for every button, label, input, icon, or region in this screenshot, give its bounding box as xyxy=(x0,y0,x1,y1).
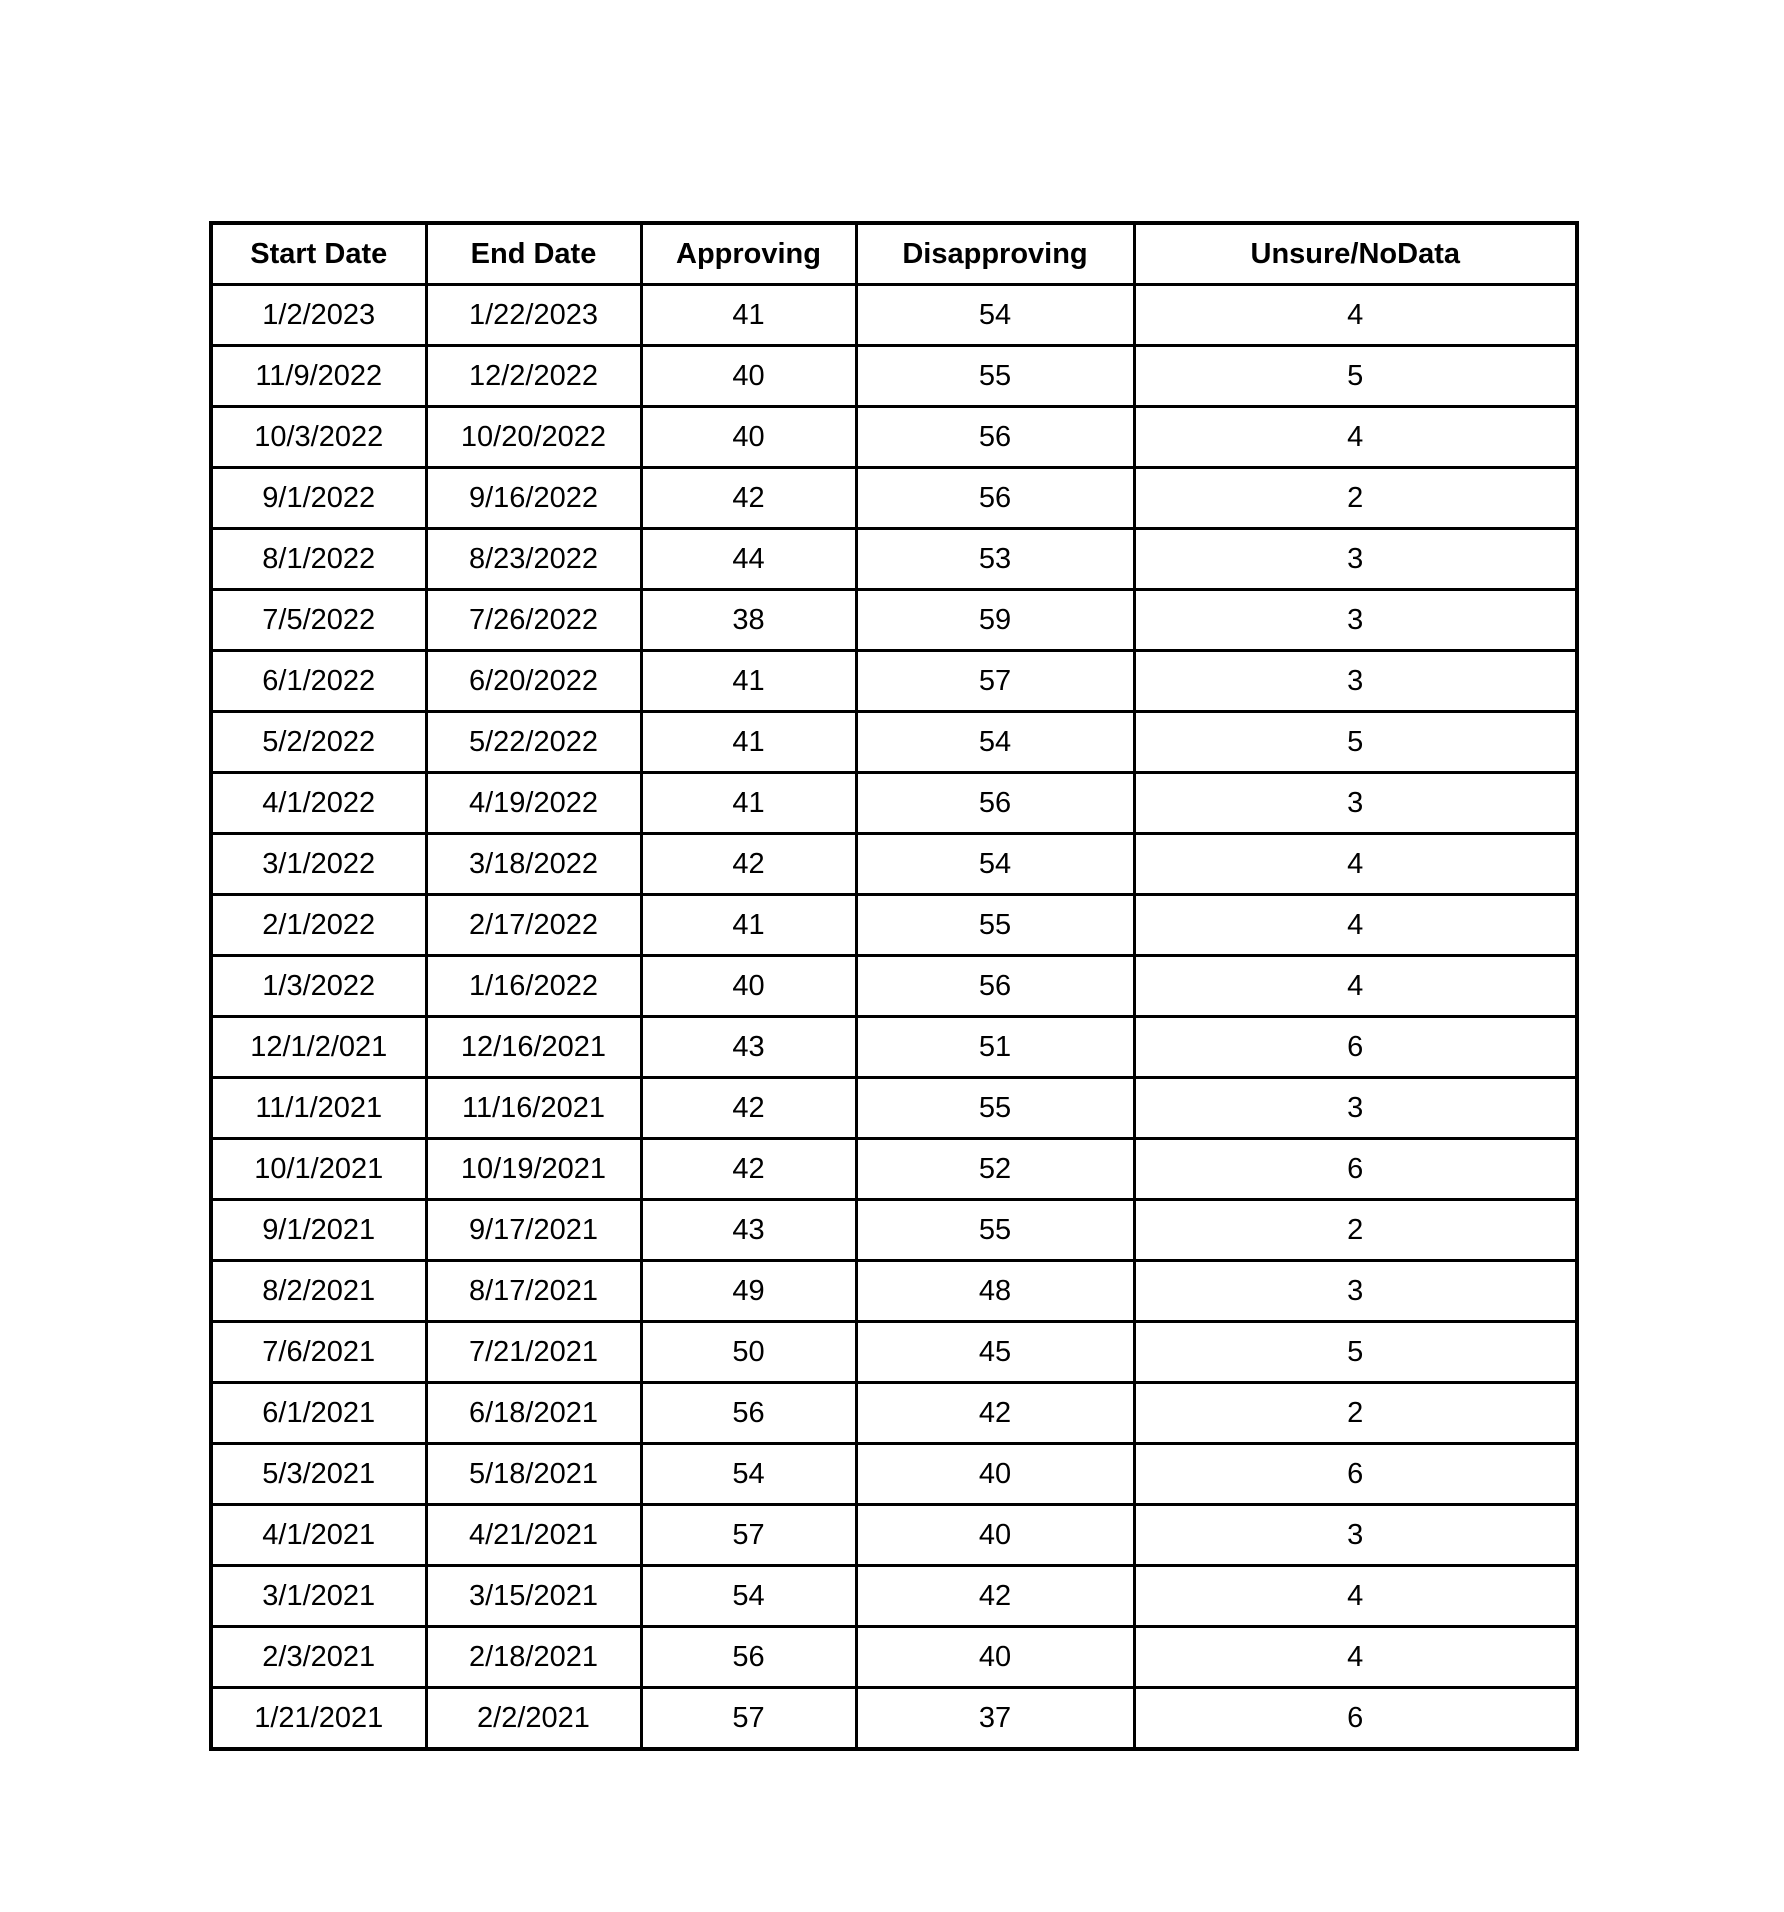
end-date-cell: 9/17/2021 xyxy=(426,1200,641,1261)
table-row xyxy=(211,1627,1577,1688)
approving-cell: 41 xyxy=(641,712,856,773)
start-date-cell: 5/3/2021 xyxy=(211,1444,426,1505)
disapproving-cell: 40 xyxy=(856,1505,1134,1566)
disapproving-cell: 48 xyxy=(856,1261,1134,1322)
approving-cell: 57 xyxy=(641,1505,856,1566)
start-date-cell: 1/3/2022 xyxy=(211,956,426,1017)
start-date-cell: 10/3/2022 xyxy=(211,407,426,468)
end-date-cell: 6/20/2022 xyxy=(426,651,641,712)
start-date-cell: 11/9/2022 xyxy=(211,346,426,407)
end-date-cell: 5/18/2021 xyxy=(426,1444,641,1505)
end-date-cell: 1/16/2022 xyxy=(426,956,641,1017)
start-date-cell: 3/1/2022 xyxy=(211,834,426,895)
disapproving-cell: 59 xyxy=(856,590,1134,651)
start-date-cell: 2/3/2021 xyxy=(211,1627,426,1688)
approving-cell: 49 xyxy=(641,1261,856,1322)
disapproving-cell: 42 xyxy=(856,1383,1134,1444)
disapproving-cell: 55 xyxy=(856,895,1134,956)
unsure-nodata-cell: 6 xyxy=(1134,1688,1577,1750)
unsure-nodata-cell: 5 xyxy=(1134,346,1577,407)
approving-cell: 42 xyxy=(641,468,856,529)
start-date-cell: 3/1/2021 xyxy=(211,1566,426,1627)
disapproving-cell: 37 xyxy=(856,1688,1134,1750)
end-date-cell: 1/22/2023 xyxy=(426,285,641,346)
end-date-cell: 3/18/2022 xyxy=(426,834,641,895)
start-date-cell: 6/1/2022 xyxy=(211,651,426,712)
start-date-cell: 1/21/2021 xyxy=(211,1688,426,1750)
disapproving-cell: 53 xyxy=(856,529,1134,590)
disapproving-cell: 54 xyxy=(856,834,1134,895)
unsure-nodata-cell: 3 xyxy=(1134,1505,1577,1566)
end-date-cell: 9/16/2022 xyxy=(426,468,641,529)
start-date-cell: 7/5/2022 xyxy=(211,590,426,651)
approving-cell: 38 xyxy=(641,590,856,651)
table-row xyxy=(211,1078,1577,1139)
end-date-cell: 4/19/2022 xyxy=(426,773,641,834)
table-row xyxy=(211,651,1577,712)
approving-cell: 43 xyxy=(641,1017,856,1078)
header-end-date: End Date xyxy=(426,223,641,285)
end-date-cell: 7/21/2021 xyxy=(426,1322,641,1383)
approving-cell: 41 xyxy=(641,773,856,834)
table-row xyxy=(211,773,1577,834)
disapproving-cell: 51 xyxy=(856,1017,1134,1078)
unsure-nodata-cell: 4 xyxy=(1134,285,1577,346)
end-date-cell: 8/23/2022 xyxy=(426,529,641,590)
unsure-nodata-cell: 2 xyxy=(1134,1383,1577,1444)
table-row xyxy=(211,1261,1577,1322)
start-date-cell: 5/2/2022 xyxy=(211,712,426,773)
approving-cell: 40 xyxy=(641,407,856,468)
end-date-cell: 2/2/2021 xyxy=(426,1688,641,1750)
start-date-cell: 1/2/2023 xyxy=(211,285,426,346)
table-row xyxy=(211,346,1577,407)
table-row xyxy=(211,712,1577,773)
approving-cell: 42 xyxy=(641,834,856,895)
approving-cell: 50 xyxy=(641,1322,856,1383)
unsure-nodata-cell: 3 xyxy=(1134,590,1577,651)
approving-cell: 56 xyxy=(641,1627,856,1688)
table-row xyxy=(211,895,1577,956)
header-start-date: Start Date xyxy=(211,223,426,285)
unsure-nodata-cell: 4 xyxy=(1134,1627,1577,1688)
disapproving-cell: 56 xyxy=(856,407,1134,468)
disapproving-cell: 56 xyxy=(856,468,1134,529)
start-date-cell: 8/1/2022 xyxy=(211,529,426,590)
header-row xyxy=(211,223,1577,285)
unsure-nodata-cell: 4 xyxy=(1134,834,1577,895)
approval-poll-table xyxy=(209,221,1579,1751)
unsure-nodata-cell: 4 xyxy=(1134,895,1577,956)
table-row xyxy=(211,956,1577,1017)
start-date-cell: 2/1/2022 xyxy=(211,895,426,956)
disapproving-cell: 56 xyxy=(856,956,1134,1017)
approving-cell: 57 xyxy=(641,1688,856,1750)
table-row xyxy=(211,1505,1577,1566)
table-row xyxy=(211,1688,1577,1750)
disapproving-cell: 54 xyxy=(856,285,1134,346)
unsure-nodata-cell: 3 xyxy=(1134,651,1577,712)
unsure-nodata-cell: 5 xyxy=(1134,1322,1577,1383)
start-date-cell: 8/2/2021 xyxy=(211,1261,426,1322)
end-date-cell: 12/2/2022 xyxy=(426,346,641,407)
table-row xyxy=(211,529,1577,590)
header-unsure-nodata: Unsure/NoData xyxy=(1134,223,1577,285)
unsure-nodata-cell: 4 xyxy=(1134,1566,1577,1627)
disapproving-cell: 55 xyxy=(856,1078,1134,1139)
table-row xyxy=(211,1566,1577,1627)
table-row xyxy=(211,1200,1577,1261)
end-date-cell: 11/16/2021 xyxy=(426,1078,641,1139)
approving-cell: 54 xyxy=(641,1566,856,1627)
unsure-nodata-cell: 5 xyxy=(1134,712,1577,773)
start-date-cell: 4/1/2021 xyxy=(211,1505,426,1566)
table-row xyxy=(211,834,1577,895)
approving-cell: 40 xyxy=(641,956,856,1017)
approving-cell: 41 xyxy=(641,651,856,712)
approving-cell: 40 xyxy=(641,346,856,407)
disapproving-cell: 40 xyxy=(856,1627,1134,1688)
approving-cell: 43 xyxy=(641,1200,856,1261)
disapproving-cell: 45 xyxy=(856,1322,1134,1383)
table-body xyxy=(211,285,1577,1750)
unsure-nodata-cell: 6 xyxy=(1134,1017,1577,1078)
disapproving-cell: 54 xyxy=(856,712,1134,773)
table-row xyxy=(211,468,1577,529)
disapproving-cell: 56 xyxy=(856,773,1134,834)
unsure-nodata-cell: 4 xyxy=(1134,956,1577,1017)
unsure-nodata-cell: 2 xyxy=(1134,1200,1577,1261)
approving-cell: 41 xyxy=(641,895,856,956)
table-header xyxy=(211,223,1577,285)
start-date-cell: 10/1/2021 xyxy=(211,1139,426,1200)
header-disapproving: Disapproving xyxy=(856,223,1134,285)
start-date-cell: 11/1/2021 xyxy=(211,1078,426,1139)
approving-cell: 42 xyxy=(641,1078,856,1139)
end-date-cell: 2/17/2022 xyxy=(426,895,641,956)
start-date-cell: 12/1/2/021 xyxy=(211,1017,426,1078)
disapproving-cell: 55 xyxy=(856,1200,1134,1261)
disapproving-cell: 42 xyxy=(856,1566,1134,1627)
unsure-nodata-cell: 3 xyxy=(1134,1078,1577,1139)
end-date-cell: 2/18/2021 xyxy=(426,1627,641,1688)
table-row xyxy=(211,1444,1577,1505)
disapproving-cell: 55 xyxy=(856,346,1134,407)
approving-cell: 41 xyxy=(641,285,856,346)
end-date-cell: 6/18/2021 xyxy=(426,1383,641,1444)
approving-cell: 44 xyxy=(641,529,856,590)
start-date-cell: 9/1/2022 xyxy=(211,468,426,529)
unsure-nodata-cell: 3 xyxy=(1134,529,1577,590)
start-date-cell: 9/1/2021 xyxy=(211,1200,426,1261)
unsure-nodata-cell: 6 xyxy=(1134,1444,1577,1505)
approving-cell: 54 xyxy=(641,1444,856,1505)
unsure-nodata-cell: 2 xyxy=(1134,468,1577,529)
end-date-cell: 3/15/2021 xyxy=(426,1566,641,1627)
start-date-cell: 7/6/2021 xyxy=(211,1322,426,1383)
table-row xyxy=(211,1139,1577,1200)
disapproving-cell: 40 xyxy=(856,1444,1134,1505)
table-row xyxy=(211,285,1577,346)
header-approving: Approving xyxy=(641,223,856,285)
end-date-cell: 5/22/2022 xyxy=(426,712,641,773)
approving-cell: 56 xyxy=(641,1383,856,1444)
table-row xyxy=(211,590,1577,651)
end-date-cell: 12/16/2021 xyxy=(426,1017,641,1078)
unsure-nodata-cell: 3 xyxy=(1134,773,1577,834)
table-row xyxy=(211,1017,1577,1078)
end-date-cell: 8/17/2021 xyxy=(426,1261,641,1322)
end-date-cell: 4/21/2021 xyxy=(426,1505,641,1566)
table-row xyxy=(211,1322,1577,1383)
start-date-cell: 4/1/2022 xyxy=(211,773,426,834)
end-date-cell: 10/19/2021 xyxy=(426,1139,641,1200)
end-date-cell: 10/20/2022 xyxy=(426,407,641,468)
unsure-nodata-cell: 6 xyxy=(1134,1139,1577,1200)
disapproving-cell: 57 xyxy=(856,651,1134,712)
table-row xyxy=(211,1383,1577,1444)
table-row xyxy=(211,407,1577,468)
unsure-nodata-cell: 4 xyxy=(1134,407,1577,468)
end-date-cell: 7/26/2022 xyxy=(426,590,641,651)
approving-cell: 42 xyxy=(641,1139,856,1200)
disapproving-cell: 52 xyxy=(856,1139,1134,1200)
unsure-nodata-cell: 3 xyxy=(1134,1261,1577,1322)
start-date-cell: 6/1/2021 xyxy=(211,1383,426,1444)
